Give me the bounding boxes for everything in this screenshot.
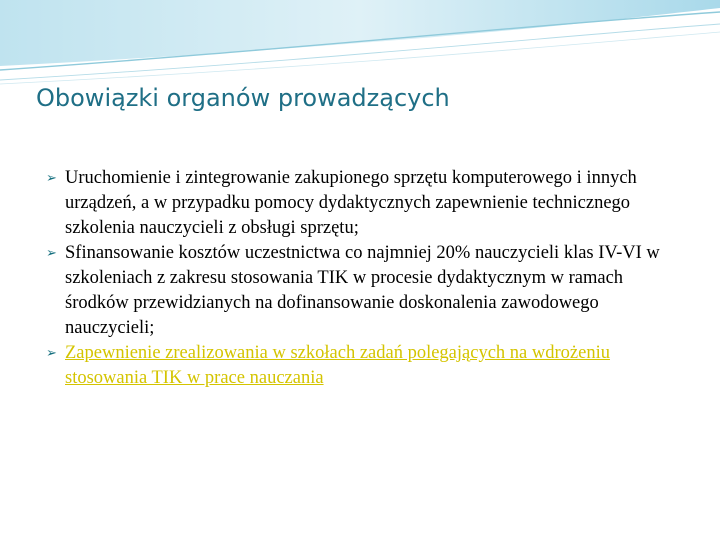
- header-wave-decoration: [0, 0, 720, 90]
- arrow-right-icon: ➢: [46, 246, 57, 261]
- bullet-text: Sfinansowanie kosztów uczestnictwa co najmniej 20% nauczycieli klas IV-VI w szkoleniach z zakresu stosowania TIK w procesie dydaktycznym w ramach środków przewidzianych na dofinansowanie doskonalenia zawodowego nauczycieli;: [65, 243, 660, 338]
- arrow-right-icon: ➢: [46, 346, 57, 361]
- slide-title: Obowiązki organów prowadzących: [36, 84, 450, 112]
- bullet-item: [48, 166, 688, 241]
- arrow-right-icon: ➢: [46, 171, 57, 186]
- bullet-item-link[interactable]: [48, 341, 688, 391]
- bullet-item: [48, 241, 688, 341]
- bullet-hyperlink-text[interactable]: Zapewnienie zrealizowania w szkołach zadań polegających na wdrożeniu stosowania TIK w prace nauczania: [65, 343, 610, 388]
- bullet-text: Uruchomienie i zintegrowanie zakupionego sprzętu komputerowego i innych urządzeń, a w przypadku pomocy dydaktycznych zapewnienie technicznego szkolenia nauczycieli z obsługi sprzętu;: [65, 168, 637, 238]
- bullet-list: [48, 166, 688, 391]
